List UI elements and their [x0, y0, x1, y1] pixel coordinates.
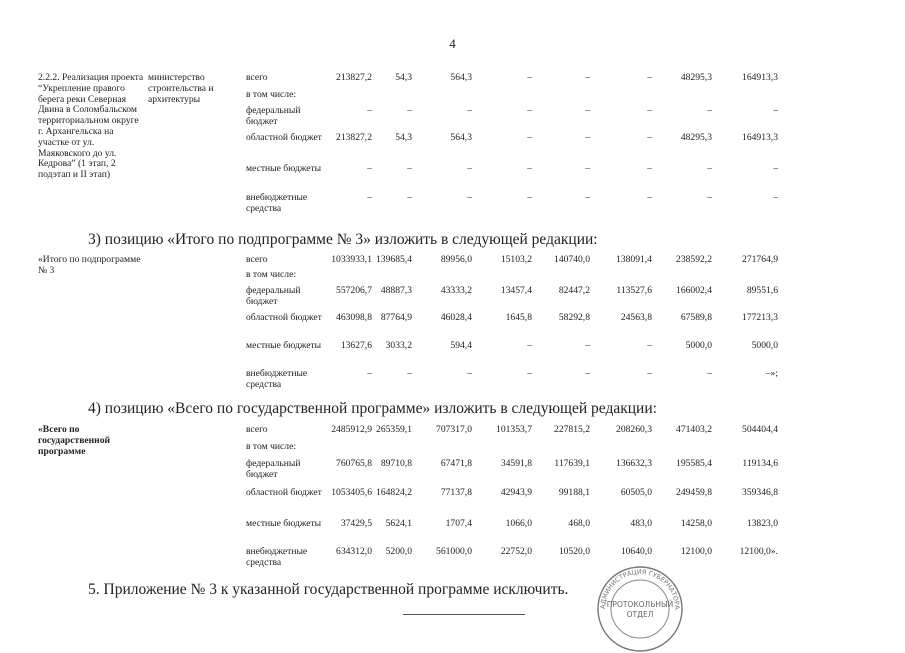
funding-value: –	[585, 192, 590, 203]
funding-value: 249459,8	[676, 487, 712, 498]
funding-value: –	[707, 368, 712, 379]
funding-value: –	[367, 368, 372, 379]
funding-value: 5624,1	[385, 518, 412, 529]
funding-value: 140740,0	[554, 254, 590, 265]
funding-value: 43333,2	[440, 285, 472, 296]
program-item-name: 2.2.2. Реализация проекта “Укрепление правого берега реки Северная Двина в Соломбальском территориальном округе г. Архангельска на участке от ул. Маяковского до ул. Кедрова” (1 этап, 2 подэтап и II этап)	[38, 72, 144, 181]
funding-value: –	[647, 368, 652, 379]
funding-source-label: федеральный бюджет	[246, 285, 301, 307]
funding-value: 136632,3	[616, 458, 652, 469]
funding-value: 89710,8	[380, 458, 412, 469]
funding-value: 504404,4	[742, 424, 778, 435]
funding-source-label: внебюджетные средства	[246, 368, 308, 390]
funding-source-label: областной бюджет	[246, 132, 322, 143]
funding-value: –	[585, 132, 590, 143]
funding-value: –	[527, 340, 532, 351]
funding-value: 468,0	[568, 518, 590, 529]
funding-value: 87764,9	[380, 312, 412, 323]
funding-value: 12100,0».	[739, 546, 778, 557]
funding-value: 2485912,9	[331, 424, 372, 435]
funding-value: –	[647, 105, 652, 116]
funding-value: 54,3	[395, 132, 412, 143]
funding-value: 48295,3	[680, 132, 712, 143]
funding-value: –	[707, 105, 712, 116]
funding-value: –	[367, 163, 372, 174]
funding-value: 13627,6	[340, 340, 372, 351]
funding-value: –	[407, 163, 412, 174]
responsible-executor: министерство строительства и архитектуры	[148, 72, 214, 105]
funding-value: 164913,3	[742, 72, 778, 83]
funding-value: 634312,0	[336, 546, 372, 557]
funding-source-label: всего	[246, 254, 268, 265]
funding-value: 166002,4	[676, 285, 712, 296]
funding-value: 10520,0	[558, 546, 590, 557]
funding-source-label: внебюджетные средства	[246, 192, 308, 214]
funding-value: 1707,4	[445, 518, 472, 529]
funding-value: 1033933,1	[331, 254, 372, 265]
funding-value: 67471,8	[440, 458, 472, 469]
funding-value: 564,3	[450, 132, 472, 143]
funding-value: 22752,0	[500, 546, 532, 557]
funding-value: –	[367, 192, 372, 203]
funding-value: 42943,9	[500, 487, 532, 498]
funding-value: 208260,3	[616, 424, 652, 435]
funding-value: 48295,3	[680, 72, 712, 83]
funding-value: 213827,2	[336, 132, 372, 143]
funding-value: 271764,9	[742, 254, 778, 265]
funding-value: –	[527, 72, 532, 83]
funding-value: 238592,2	[676, 254, 712, 265]
funding-value: –	[585, 163, 590, 174]
svg-text:ПРОТОКОЛЬНЫЙ: ПРОТОКОЛЬНЫЙ	[606, 600, 674, 609]
funding-value: 463098,8	[336, 312, 372, 323]
page-number: 4	[449, 36, 456, 51]
funding-value: 164824,2	[376, 487, 412, 498]
funding-value: –	[585, 72, 590, 83]
funding-value: –	[527, 105, 532, 116]
funding-source-label: местные бюджеты	[246, 163, 322, 174]
funding-value: –	[585, 105, 590, 116]
funding-value: 34591,8	[500, 458, 532, 469]
signature-line	[403, 614, 525, 615]
funding-source-label: областной бюджет	[246, 312, 322, 323]
funding-value: 557206,7	[336, 285, 372, 296]
funding-value: –	[647, 192, 652, 203]
instruction-item-4: 4) позицию «Всего по государственной программе» изложить в следующей редакции:	[88, 400, 657, 417]
funding-value: 195585,4	[676, 458, 712, 469]
program-item-name: «Всего по государственной программе	[38, 424, 111, 457]
svg-text:АДМИНИСТРАЦИЯ ГУБЕРНАТОРА: АДМИНИСТРАЦИЯ ГУБЕРНАТОРА	[598, 567, 682, 610]
funding-value: –	[467, 163, 472, 174]
funding-value: 67589,8	[680, 312, 712, 323]
funding-value: 3033,2	[385, 340, 412, 351]
funding-value: 594,4	[450, 340, 472, 351]
funding-value: 113527,6	[616, 285, 652, 296]
funding-value: 77137,8	[440, 487, 472, 498]
funding-value: 1053405,6	[331, 487, 372, 498]
funding-value: 13823,0	[746, 518, 778, 529]
funding-value: –	[367, 105, 372, 116]
funding-value: –	[467, 105, 472, 116]
funding-source-label: областной бюджет	[246, 487, 322, 498]
funding-source-label: федеральный бюджет	[246, 458, 301, 480]
funding-value: –	[647, 340, 652, 351]
svg-text:ОТДЕЛ: ОТДЕЛ	[626, 610, 654, 619]
funding-value: 15103,2	[500, 254, 532, 265]
funding-value: 1645,8	[505, 312, 532, 323]
funding-value: 164913,3	[742, 132, 778, 143]
funding-value: 54,3	[395, 72, 412, 83]
funding-value: 99188,1	[558, 487, 590, 498]
funding-value: –	[527, 163, 532, 174]
funding-value: 119134,6	[742, 458, 778, 469]
funding-value: –	[773, 192, 778, 203]
funding-value: 13457,4	[500, 285, 532, 296]
funding-value: –	[467, 368, 472, 379]
funding-value: –	[647, 132, 652, 143]
funding-value: 561000,0	[436, 546, 472, 557]
funding-value: 82447,2	[558, 285, 590, 296]
funding-value: 359346,8	[742, 487, 778, 498]
instruction-item-3: 3) позицию «Итого по подпрограмме № 3» изложить в следующей редакции:	[88, 231, 598, 248]
funding-source-label: всего	[246, 424, 268, 435]
funding-value: 89956,0	[440, 254, 472, 265]
funding-value: 48887,3	[380, 285, 412, 296]
funding-value: –	[407, 105, 412, 116]
funding-value: 138091,4	[616, 254, 652, 265]
funding-value: 177213,3	[742, 312, 778, 323]
funding-value: –	[707, 192, 712, 203]
program-item-name: «Итого по подпрограмме № 3	[38, 254, 141, 276]
funding-value: –	[527, 132, 532, 143]
funding-value: –	[407, 192, 412, 203]
funding-source-label: в том числе:	[246, 269, 297, 280]
funding-value: 564,3	[450, 72, 472, 83]
funding-source-label: в том числе:	[246, 89, 297, 100]
funding-value: 483,0	[630, 518, 652, 529]
funding-value: –	[585, 368, 590, 379]
funding-value: 5200,0	[385, 546, 412, 557]
funding-value: 227815,2	[554, 424, 590, 435]
funding-value: 707317,0	[436, 424, 472, 435]
funding-value: 1066,0	[505, 518, 532, 529]
funding-value: –»;	[765, 368, 778, 379]
funding-value: 14258,0	[680, 518, 712, 529]
funding-value: 37429,5	[340, 518, 372, 529]
funding-value: –	[585, 340, 590, 351]
funding-source-label: федеральный бюджет	[246, 105, 301, 127]
funding-value: –	[407, 368, 412, 379]
funding-value: 139685,4	[376, 254, 412, 265]
funding-value: 213827,2	[336, 72, 372, 83]
funding-source-label: в том числе:	[246, 441, 297, 452]
funding-value: –	[647, 163, 652, 174]
funding-value: 5000,0	[751, 340, 778, 351]
funding-source-label: местные бюджеты	[246, 518, 322, 529]
funding-value: –	[647, 72, 652, 83]
funding-source-label: внебюджетные средства	[246, 546, 308, 568]
instruction-item-5: 5. Приложение № 3 к указанной государственной программе исключить.	[88, 581, 569, 598]
funding-value: –	[527, 192, 532, 203]
funding-value: –	[773, 163, 778, 174]
funding-value: 5000,0	[685, 340, 712, 351]
funding-value: 89551,6	[746, 285, 778, 296]
funding-value: 10640,0	[620, 546, 652, 557]
funding-source-label: местные бюджеты	[246, 340, 322, 351]
funding-value: 265359,1	[376, 424, 412, 435]
funding-source-label: всего	[246, 72, 268, 83]
funding-value: 101353,7	[496, 424, 532, 435]
funding-value: 46028,4	[440, 312, 472, 323]
funding-value: 117639,1	[554, 458, 590, 469]
funding-value: 12100,0	[680, 546, 712, 557]
funding-value: 760765,8	[336, 458, 372, 469]
funding-value: 60505,0	[620, 487, 652, 498]
funding-value: –	[773, 105, 778, 116]
funding-value: –	[467, 192, 472, 203]
funding-value: 24563,8	[620, 312, 652, 323]
funding-value: –	[527, 368, 532, 379]
funding-value: –	[707, 163, 712, 174]
funding-value: 471403,2	[676, 424, 712, 435]
funding-value: 58292,8	[558, 312, 590, 323]
